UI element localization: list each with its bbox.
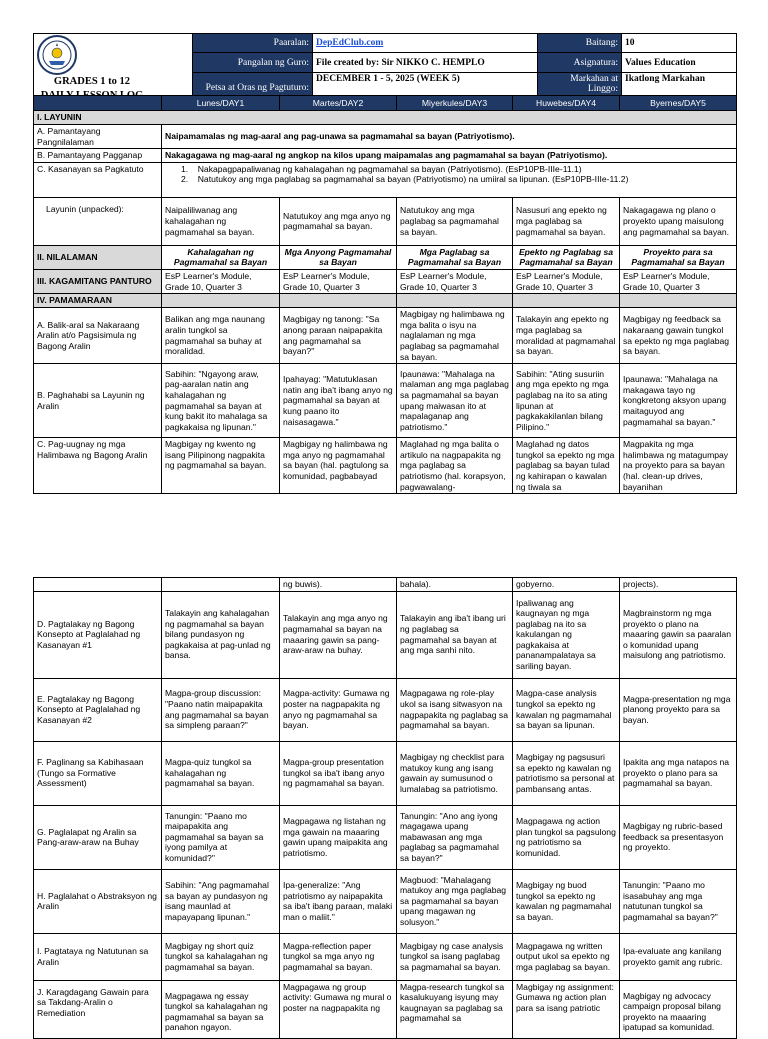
subject-value: Values Education [622,53,737,72]
section-kagamitan: III. KAGAMITANG PANTURO [34,269,162,293]
procedure-d-day5: Magbrainstorm ng mga proyekto o plano na maaaring gawin sa paaralan o komunidad upang maisulong ang patriotismo. [620,591,737,678]
procedure-d-day3: Talakayin ang iba't ibang uri ng paglabag sa pagmamahal sa bayan at ang mga sanhi nito. [397,591,513,678]
procedure-e-day5: Magpa-presentation ng mga planong proyekto para sa bayan. [620,678,737,741]
row-label-procedure-e: E. Pagtalakay ng Bagong Konsepto at Paglalahad ng Kasanayan #2 [34,678,162,741]
continuation-day4: gobyerno. [513,578,620,592]
grade-value: 10 [622,34,737,53]
procedure-f-day4: Magbigay ng pagsusuri sa epekto ng kawalan ng patriotismo sa personal at pambansang antas. [513,741,620,805]
procedure-j-day2: Magpagawa ng group activity: Gumawa ng mural o poster na nagpapakita ng [280,980,397,1038]
row-label-procedure-h: H. Paglalahat o Abstraksyon ng Aralin [34,869,162,933]
date-label: Petsa at Oras ng Pagtuturo: [193,72,313,104]
continuation-row [34,578,737,592]
procedure-e-day3: Magpagawa ng role-play ukol sa isang sitwasyon na nagpapakita ng paglabag sa pagmamahal sa bayan. [397,678,513,741]
school-label: Paaralan: [193,34,313,53]
material-day5: EsP Learner's Module, Grade 10, Quarter 3 [620,269,737,293]
procedure-g-day5: Magbigay ng rubric-based feedback sa presentasyon ng proyekto. [620,805,737,869]
school-link[interactable]: DepEdClub.com [316,38,384,49]
procedure-e-day4: Magpa-case analysis tungkol sa epekto ng kawalan ng pagmamahal sa bayan sa lipunan. [513,678,620,741]
material-day4: EsP Learner's Module, Grade 10, Quarter 3 [513,269,620,293]
row-label-procedure-a: A. Balik-aral sa Nakaraang Aralin at/o Pagsisimula ng Bagong Aralin [34,308,162,364]
table-row [34,980,737,1038]
procedure-h-day2: Ipa-generalize: "Ang patriotismo ay naipapakita sa iba't ibang paraan, malaki man o maliit." [280,869,397,933]
procedure-h-day4: Magbigay ng buod tungkol sa epekto ng kawalan ng pagmamahal sa bayan. [513,869,620,933]
procedure-i-day4: Magpagawa ng written output ukol sa epekto ng mga paglabag sa bayan. [513,933,620,980]
procedure-i-day1: Magbigay ng short quiz tungkol sa kahalagahan ng pagmamahal sa bayan. [162,933,280,980]
section-pamamaraan: IV. PAMAMARAAN [34,294,162,308]
day-header-3: Miyerkules/DAY3 [397,96,513,111]
table-row [34,805,737,869]
learning-competencies [162,162,737,197]
topic-day2: Mga Anyong Pagmamahal sa Bayan [280,245,397,269]
topic-day1: Kahalagahan ng Pagmamahal sa Bayan [162,245,280,269]
procedure-i-day3: Magbigay ng case analysis tungkol sa isang paglabag sa pagmamahal sa bayan. [397,933,513,980]
title-line1: GRADES 1 to 12 [53,76,131,87]
row-label-unpacked: Layunin (unpacked): [34,197,162,245]
table-row [34,678,737,741]
procedure-a-day5: Magbigay ng feedback sa nakaraang gawain tungkol sa epekto ng mga paglabag sa bayan. [620,308,737,364]
unpacked-day4: Nasusuri ang epekto ng mga paglabag sa pagmamahal sa bayan. [513,197,620,245]
continuation-day1 [162,578,280,592]
row-label-procedure-g: G. Paglalapat ng Aralin sa Pang-araw-araw na Buhay [34,805,162,869]
day-header-1: Lunes/DAY1 [162,96,280,111]
procedure-a-day3: Magbigay ng halimbawa ng mga balita o isyu na naglalaman ng mga paglabag sa pagmamahal sa bayan. [397,308,513,364]
material-day3: EsP Learner's Module, Grade 10, Quarter 3 [397,269,513,293]
material-day1: EsP Learner's Module, Grade 10, Quarter 3 [162,269,280,293]
procedure-c-day3: Maglahad ng mga balita o artikulo na nagpapakita ng mga paglabag sa patriotismo (hal. korapsyon, pagwawalang- [397,438,513,494]
table-row [34,933,737,980]
row-label-c: C. Kasanayan sa Pagkatuto [34,162,162,197]
table-row [34,869,737,933]
procedure-j-day1: Magpagawa ng essay tungkol sa kahalagahan ng pagmamahal sa bayan sa panahon ngayon. [162,980,280,1038]
day-header-4: Huwebes/DAY4 [513,96,620,111]
day-header-2: Martes/DAY2 [280,96,397,111]
procedure-c-day1: Magbigay ng kwento ng isang Pilipinong nagpakita ng pagmamahal sa bayan. [162,438,280,494]
unpacked-day1: Naipaliliwanag ang kahalagahan ng pagmamahal sa bayan. [162,197,280,245]
material-day2: EsP Learner's Module, Grade 10, Quarter 3 [280,269,397,293]
continuation-day0 [34,578,162,592]
row-label-procedure-d: D. Pagtalakay ng Bagong Konsepto at Paglalahad ng Kasanayan #1 [34,591,162,678]
procedure-j-day3: Magpa-research tungkol sa kasalukuyang isyung may kaugnayan sa paglabag sa pagmamahal sa [397,980,513,1038]
procedure-e-day1: Magpa-group discussion: "Paano natin maipapakita ang pagmamahal sa bayan sa simpleng paraan?" [162,678,280,741]
procedure-a-day4: Talakayin ang epekto ng mga paglabag sa moralidad at pagmamahal sa bayan. [513,308,620,364]
procedure-j-day4: Magbigay ng assignment: Gumawa ng action plan para sa isang patriotic [513,980,620,1038]
header-title-cell [34,34,193,105]
section-nilalaman: II. NILALAMAN [34,245,162,269]
teacher-label: Pangalan ng Guro: [193,53,313,72]
procedure-i-day2: Magpa-reflection paper tungkol sa mga anyo ng pagmamahal sa bayan. [280,933,397,980]
row-label-procedure-j: J. Karagdagang Gawain para sa Takdang-Aralin o Remediation [34,980,162,1038]
procedure-f-day1: Magpa-quiz tungkol sa kahalagahan ng pagmamahal sa bayan. [162,741,280,805]
row-label-b: B. Pamantayang Pagganap [34,149,162,163]
procedure-d-day4: Ipaliwanag ang kaugnayan ng mga paglabag na ito sa kakulangan ng pagkakaisa at pananampalataya sa sariling bayan. [513,591,620,678]
procedure-h-day3: Magbuod: "Mahalagang matukoy ang mga paglabag sa pagmamahal sa bayan upang magawan ng solusyon." [397,869,513,933]
topic-day5: Proyekto para sa Pagmamahal sa Bayan [620,245,737,269]
procedure-c-day5: Magpakita ng mga halimbawa ng matagumpay na proyekto para sa bayan (hal. clean-up drives, bayanihan [620,438,737,494]
competency-2: 2. Natutukoy ang mga paglabag sa pagmamahal sa bayan (Patriyotismo) na umiiral sa lipunan. (EsP10PB-IIIe-11.2) [181,174,629,185]
day-header-5: Byernes/DAY5 [620,96,737,111]
quarter-value: Ikatlong Markahan [622,72,737,104]
procedure-j-day5: Magbigay ng advocacy campaign proposal bilang proyekto na maaaring ipatupad sa komunidad. [620,980,737,1038]
table-row [34,438,737,494]
competency-1: 1. Nakapagpapaliwanag ng kahalagahan ng pagmamahal sa bayan (Patriyotismo). (EsP10PB-IIIe-11.1) [181,163,582,174]
procedure-c-day2: Magbigay ng halimbawa ng mga anyo ng pagmamahal sa bayan (hal. pagtulong sa komunidad, pagbabayad [280,438,397,494]
topic-day3: Mga Paglabag sa Pagmamahal sa Bayan [397,245,513,269]
school-value [313,34,538,53]
table-row [34,308,737,364]
deped-seal-icon [37,35,77,75]
procedure-b-day2: Ipahayag: "Matutuklasan natin ang iba't ibang anyo ng pagmamahal sa bayan at kung paano ito naisasagawa." [280,364,397,438]
procedure-a-day2: Magbigay ng tanong: "Sa anong paraan naipapakita ang pagmamahal sa bayan?" [280,308,397,364]
lesson-grid-page1 [33,95,737,494]
continuation-day3: bahala). [397,578,513,592]
procedure-g-day2: Magpagawa ng listahan ng mga gawain na maaaring gawin upang maipakita ang patriotismo. [280,805,397,869]
section-layunin: I. LAYUNIN [34,111,737,125]
topic-day4: Epekto ng Paglabag sa Pagmamahal sa Bayan [513,245,620,269]
quarter-label: Markahan at Linggo: [538,72,622,104]
procedure-f-day5: Ipakita ang mga natapos na proyekto o plano para sa pagmamahal sa bayan. [620,741,737,805]
unpacked-day2: Natutukoy ang mga anyo ng pagmamahal sa bayan. [280,197,397,245]
table-row [34,591,737,678]
procedure-b-day5: Ipaunawa: "Mahalaga na makagawa tayo ng kongkretong aksyon upang maitaguyod ang pagmamahal sa bayan." [620,364,737,438]
procedure-f-day3: Magbigay ng checklist para matukoy kung ang isang gawain ay sumusunod o lumalabag sa patriotismo. [397,741,513,805]
procedure-d-day2: Talakayin ang mga anyo ng pagmamahal sa bayan na maaaring gawin sa pang-araw-araw na buhay. [280,591,397,678]
procedure-e-day2: Magpa-activity: Gumawa ng poster na nagpapakita ng anyo ng pagmamahal sa bayan. [280,678,397,741]
row-label-procedure-f: F. Paglinang sa Kabihasaan (Tungo sa Formative Assessment) [34,741,162,805]
continuation-day2: ng buwis). [280,578,397,592]
procedure-a-day1: Balikan ang mga naunang aralin tungkol sa pagmamahal sa buhay at moralidad. [162,308,280,364]
unpacked-day3: Natutukoy ang mga paglabag sa pagmamahal sa bayan. [397,197,513,245]
performance-standard: Nakagagawa ng mag-aaral ng angkop na kilos upang maipamalas ang pagmamahal sa bayan (Patriyotismo). [162,149,737,163]
row-label-procedure-i: I. Pagtataya ng Natutunan sa Aralin [34,933,162,980]
procedure-b-day3: Ipaunawa: "Mahalaga na malaman ang mga paglabag sa pagmamahal sa bayan upang maiwasan ito at mapalaganap ang patriotismo." [397,364,513,438]
continuation-day5: projects). [620,578,737,592]
content-standard: Naipamamalas ng mag-aaral ang pag-unawa sa pagmamahal sa bayan (Patriyotismo). [162,125,737,149]
subject-label: Asignatura: [538,53,622,72]
procedure-g-day3: Tanungin: "Ano ang iyong magagawa upang mabawasan ang mga paglabag sa pagmamahal sa bayan?" [397,805,513,869]
row-label-procedure-c: C. Pag-uugnay ng mga Halimbawa ng Bagong Aralin [34,438,162,494]
row-label-a: A. Pamantayang Pangnilalaman [34,125,162,149]
procedure-f-day2: Magpa-group presentation tungkol sa iba't ibang anyo ng pagmamahal sa bayan. [280,741,397,805]
table-row [34,741,737,805]
table-row [34,364,737,438]
procedure-b-day4: Sabihin: "Ating susuriin ang mga epekto ng mga paglabag na ito sa ating lipunan at pagkakakilanlan bilang Pilipino." [513,364,620,438]
grade-label: Baitang: [538,34,622,53]
procedure-c-day4: Maglahad ng datos tungkol sa epekto ng mga paglabag sa bayan tulad ng kahirapan o kawalan ng tiwala sa [513,438,620,494]
unpacked-day5: Nakagagawa ng plano o proyekto upang maisulong ang pagmamahal sa bayan. [620,197,737,245]
teacher-value: File created by: Sir NIKKO C. HEMPLO [313,53,538,72]
procedure-g-day4: Magpagawa ng action plan tungkol sa pagsulong ng patriotismo sa komunidad. [513,805,620,869]
procedure-h-day1: Sabihin: "Ang pagmamahal sa bayan ay pundasyon ng isang maunlad at mapayapang lipunan." [162,869,280,933]
procedure-g-day1: Tanungin: "Paano mo maipapakita ang pagmamahal sa bayan sa iyong pamilya at komunidad?" [162,805,280,869]
procedure-d-day1: Talakayin ang kahalagahan ng pagmamahal sa bayan bilang pundasyon ng pagkakaisa at pag-unlad ng bansa. [162,591,280,678]
day-header-row [34,96,737,111]
row-label-procedure-b: B. Paghahabi sa Layunin ng Aralin [34,364,162,438]
date-value: DECEMBER 1 - 5, 2025 (WEEK 5) [313,72,538,104]
day-header-blank [34,96,162,111]
procedure-b-day1: Sabihin: "Ngayong araw, pag-aaralan natin ang kahalagahan ng pagmamahal sa bayan at kung bakit ito mahalaga sa pagkakaisa ng lipunan." [162,364,280,438]
procedure-h-day5: Tanungin: "Paano mo isasabuhay ang mga natutunan tungkol sa pagmamahal sa bayan?" [620,869,737,933]
lesson-grid-page2 [33,577,737,1039]
procedure-i-day5: Ipa-evaluate ang kanilang proyekto gamit ang rubric. [620,933,737,980]
